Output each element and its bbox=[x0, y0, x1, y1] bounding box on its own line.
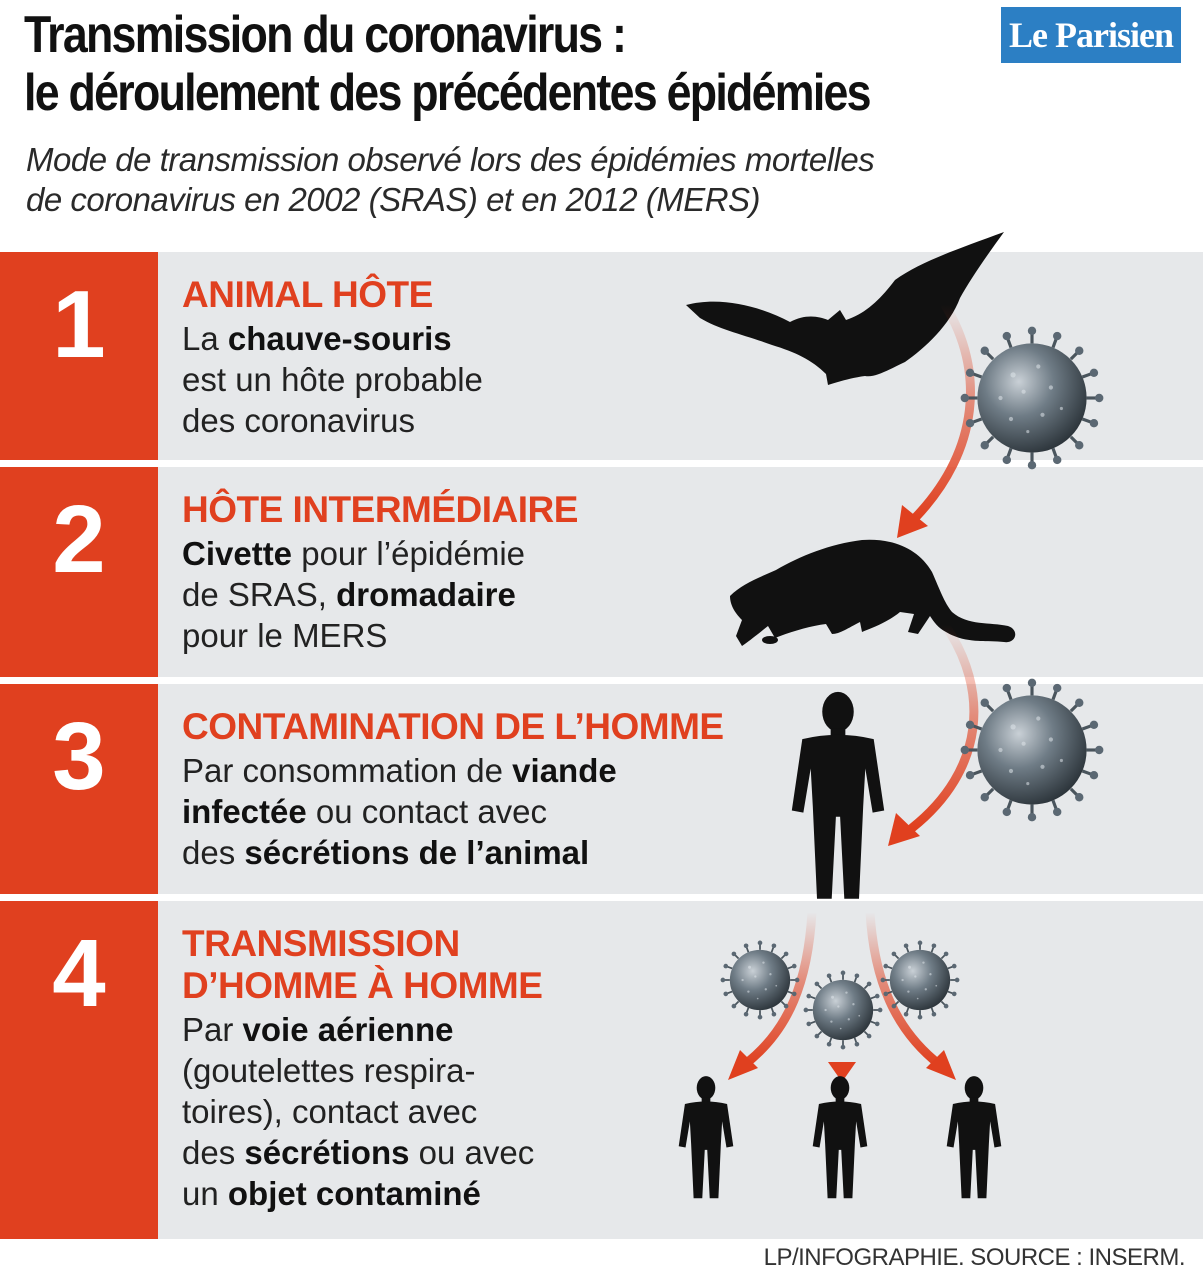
step-1-body: La chauve-souris est un hôte probable des coronavirus bbox=[182, 320, 483, 439]
step-3-number: 3 bbox=[0, 684, 158, 894]
step-3-body: Par consommation de viande infectée ou contact avec des sécrétions de l’animal bbox=[182, 752, 617, 871]
step-2-text bbox=[182, 489, 782, 656]
step-3-text bbox=[182, 706, 782, 873]
step-2-panel bbox=[0, 467, 1203, 677]
subtitle bbox=[26, 140, 1026, 220]
step-3-heading: CONTAMINATION DE L’HOMME bbox=[182, 706, 724, 747]
step-1-number: 1 bbox=[0, 252, 158, 460]
step-4-body: Par voie aérienne (goutelettes respira- toires), contact avec des sécrétions ou avec un objet contaminé bbox=[182, 1011, 535, 1212]
le-parisien-logo: Le Parisien bbox=[1001, 7, 1181, 63]
step-2-body: Civette pour l’épidémie de SRAS, dromadaire pour le MERS bbox=[182, 535, 526, 654]
step-1-heading: ANIMAL HÔTE bbox=[182, 274, 433, 315]
step-3-panel bbox=[0, 684, 1203, 894]
step-1-text bbox=[182, 274, 782, 441]
page-title bbox=[24, 6, 870, 122]
step-2-heading: HÔTE INTERMÉDIAIRE bbox=[182, 489, 578, 530]
step-4-panel bbox=[0, 901, 1203, 1239]
step-4-text bbox=[182, 923, 782, 1214]
title-line-1: Transmission du coronavirus : bbox=[24, 6, 626, 64]
title-line-2: le déroulement des précédentes épidémies bbox=[24, 64, 870, 122]
step-4-heading: TRANSMISSION D’HOMME À HOMME bbox=[182, 923, 543, 1006]
subtitle-line-2: de coronavirus en 2002 (SRAS) et en 2012 (MERS) bbox=[26, 181, 761, 218]
step-4-number: 4 bbox=[0, 901, 158, 1239]
step-1-panel bbox=[0, 252, 1203, 460]
subtitle-line-1: Mode de transmission observé lors des épidémies mortelles bbox=[26, 141, 875, 178]
source-credit: LP/INFOGRAPHIE. SOURCE : INSERM. bbox=[763, 1244, 1185, 1271]
step-2-number: 2 bbox=[0, 467, 158, 677]
